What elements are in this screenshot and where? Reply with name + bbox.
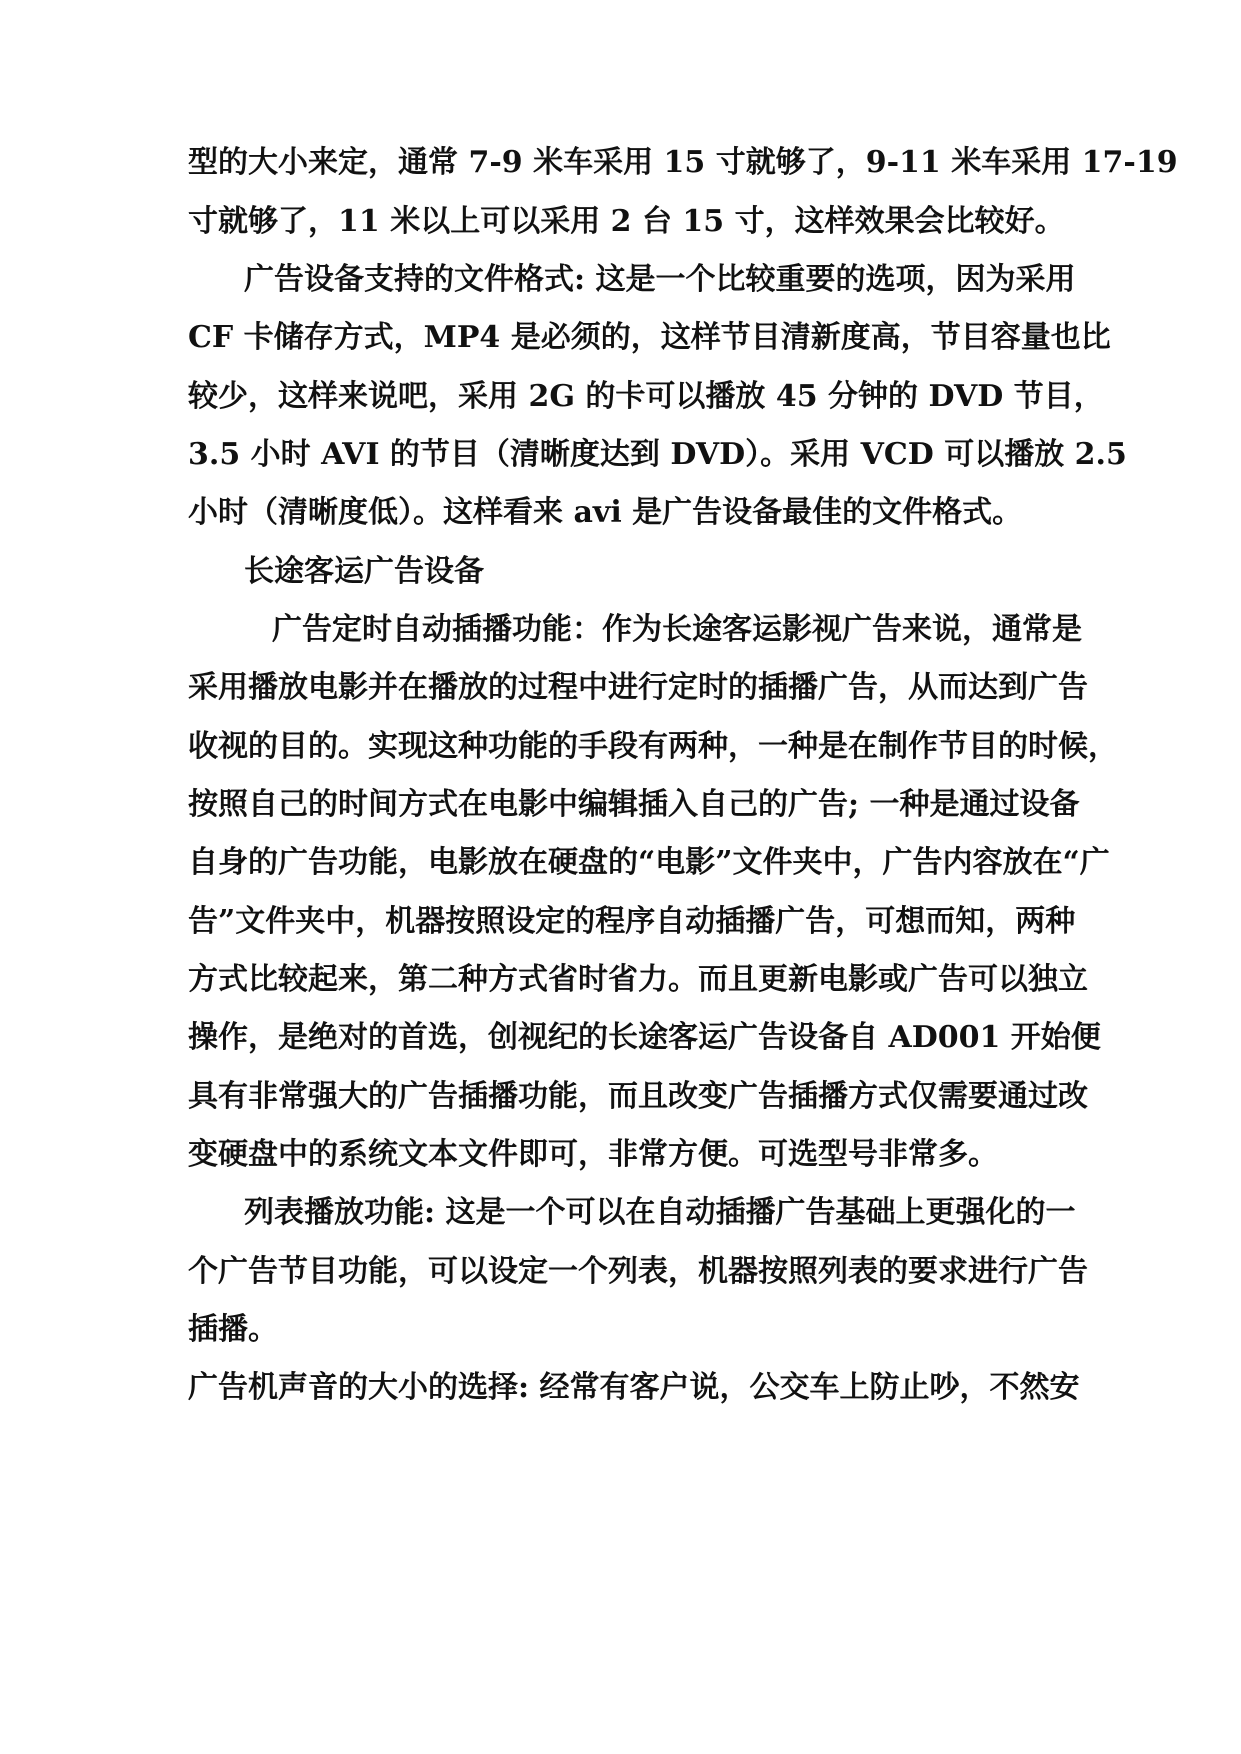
text-line: 个广告节目功能，可以设定一个列表，机器按照列表的要求进行广告 <box>188 1254 1088 1289</box>
text-line: 寸就够了，11 米以上可以采用 2 台 15 寸，这样效果会比较好。 <box>188 204 1065 239</box>
text-line: 变硬盘中的系统文本文件即可，非常方便。可选型号非常多。 <box>188 1137 998 1172</box>
text-line: 收视的目的。实现这种功能的手段有两种，一种是在制作节目的时候， <box>188 729 1118 764</box>
text-line: 3.5 小时 AVI 的节目（清晰度达到 DVD）。采用 VCD 可以播放 2.5 <box>188 437 1127 472</box>
text-line: 告”文件夹中，机器按照设定的程序自动插播广告，可想而知，两种 <box>188 904 1076 939</box>
text-line: 小时（清晰度低）。这样看来 avi 是广告设备最佳的文件格式。 <box>188 495 1023 530</box>
text-line: 自身的广告功能，电影放在硬盘的“电影”文件夹中，广告内容放在“广 <box>188 845 1110 880</box>
text-line: 广告设备支持的文件格式: 这是一个比较重要的选项，因为采用 <box>244 262 1076 297</box>
text-line: 操作，是绝对的首选，创视纪的长途客运广告设备自 AD001 开始便 <box>188 1020 1101 1055</box>
text-line: 广告定时自动插播功能：作为长途客运影视广告来说，通常是 <box>272 612 1082 647</box>
text-line: 列表播放功能: 这是一个可以在自动插播广告基础上更强化的一 <box>244 1195 1076 1230</box>
text-line: 采用播放电影并在播放的过程中进行定时的插播广告，从而达到广告 <box>188 670 1088 705</box>
text-line: 较少，这样来说吧，采用 2G 的卡可以播放 45 分钟的 DVD 节目， <box>188 379 1104 414</box>
text-line: 方式比较起来，第二种方式省时省力。而且更新电影或广告可以独立 <box>188 962 1088 997</box>
text-line: 型的大小来定，通常 7-9 米车采用 15 寸就够了，9-11 米车采用 17-19 <box>188 145 1178 180</box>
section-heading: 长途客运广告设备 <box>244 554 484 589</box>
text-line: CF 卡储存方式，MP4 是必须的，这样节目清新度高，节目容量也比 <box>188 320 1111 355</box>
text-line: 插播。 <box>188 1312 278 1347</box>
text-line: 广告机声音的大小的选择: 经常有客户说，公交车上防止吵，不然安 <box>188 1370 1080 1405</box>
text-line: 具有非常强大的广告插播功能，而且改变广告插播方式仅需要通过改 <box>188 1079 1088 1114</box>
text-line: 按照自己的时间方式在电影中编辑插入自己的广告; 一种是通过设备 <box>188 787 1080 822</box>
